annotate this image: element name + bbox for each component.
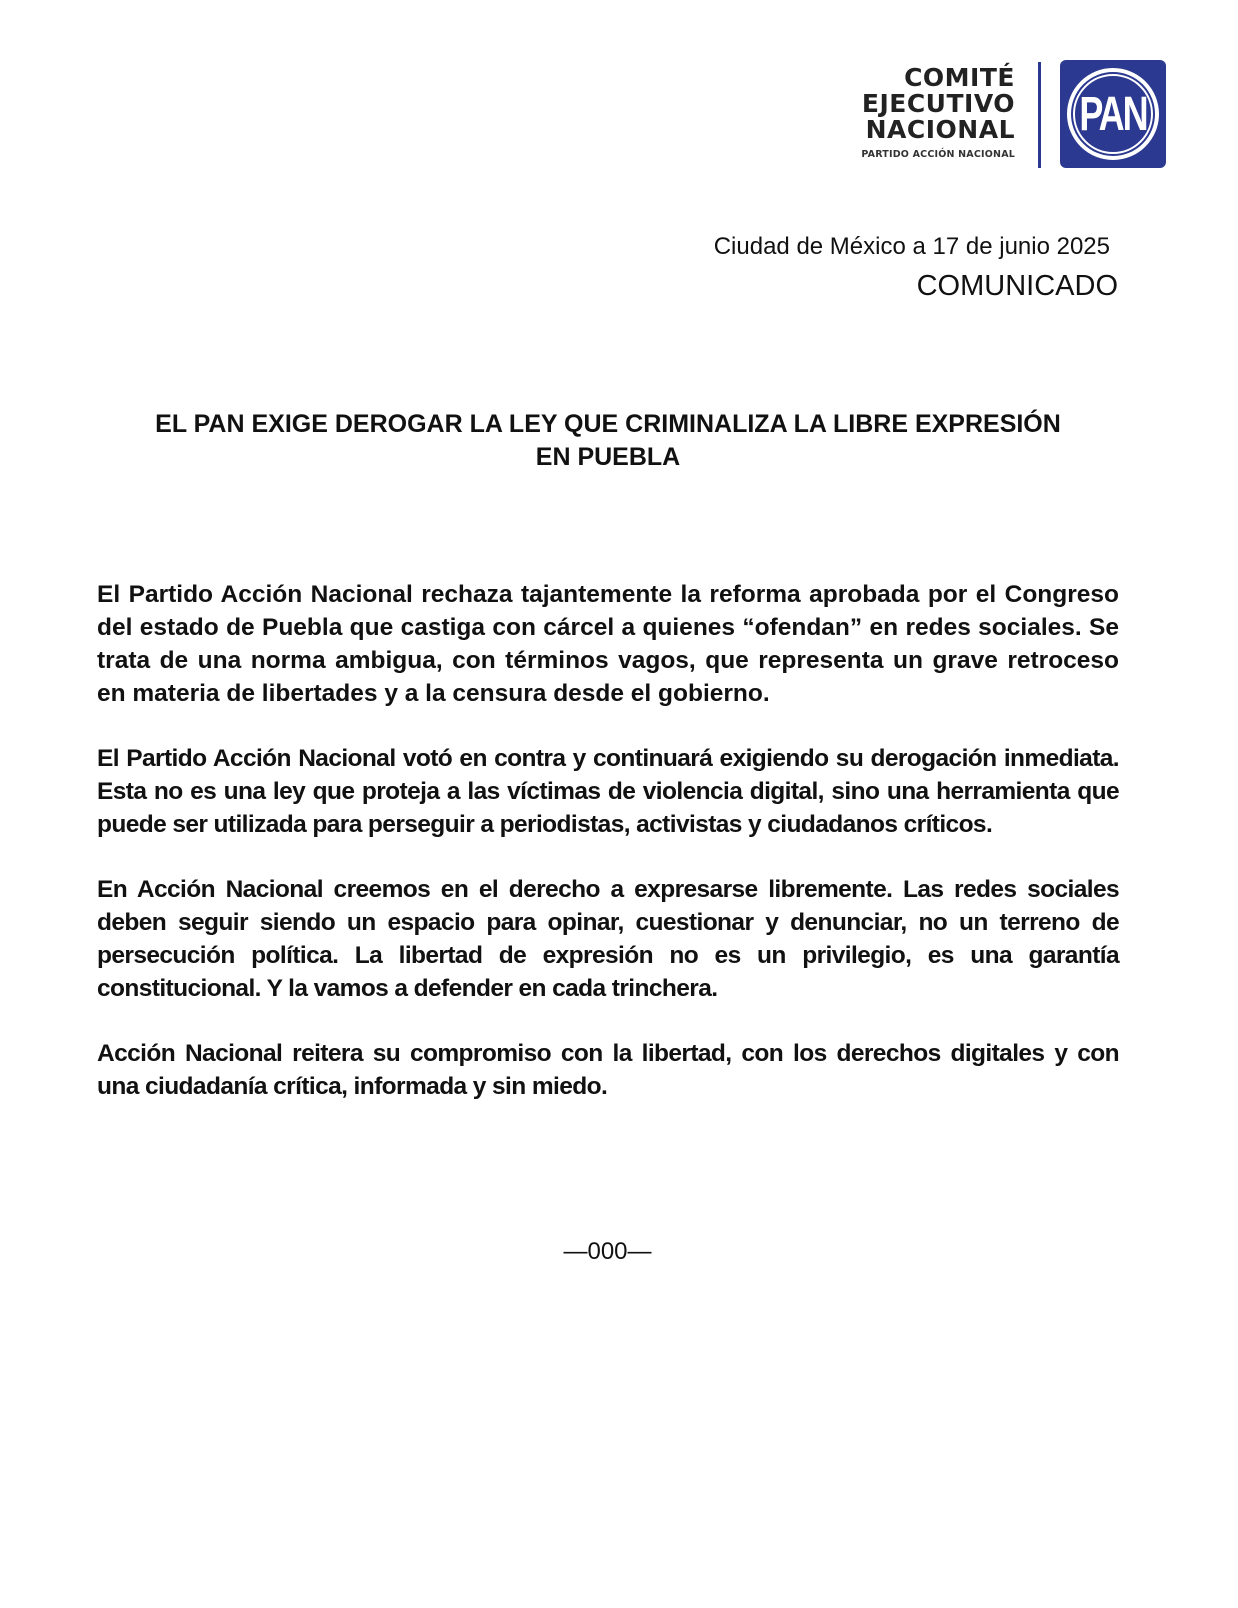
logo-subtitle: PARTIDO ACCIÓN NACIONAL (861, 149, 1015, 160)
headline-line-1: EL PAN EXIGE DEROGAR LA LEY QUE CRIMINALIZA LA LIBRE EXPRESIÓN (155, 410, 1061, 438)
paragraph-3: En Acción Nacional creemos en el derecho a expresarse libremente. Las redes sociales deben seguir siendo un espacio para opinar, cuestionar y denunciar, no un terreno de persecución política. La libertad de expresión no es un privilegio, es una garantía constitucional. Y la vamos a defender en cada trinchera. (97, 876, 1119, 1002)
paragraph-1: El Partido Acción Nacional rechaza tajantemente la reforma aprobada por el Congreso del estado de Puebla que castiga con cárcel a quienes “ofendan” en redes sociales. Se trata de una norma ambigua, con términos vagos, que representa un grave retroceso en materia de libertades y a la censura desde el gobierno. (97, 581, 1119, 707)
logo-line-3: NACIONAL (865, 115, 1015, 144)
body-text (97, 578, 1119, 1135)
emblem-ring (1067, 68, 1159, 160)
headline-line-2: EN PUEBLA (535, 443, 681, 471)
emblem-inner-ring (1073, 74, 1153, 154)
pan-emblem-icon (1060, 60, 1166, 168)
logo-wordmark (861, 65, 1015, 162)
document-type: COMUNICADO (916, 270, 1118, 302)
paragraph-4: Acción Nacional reitera su compromiso con la libertad, con los derechos digitales y con una ciudadanía crítica, informada y sin miedo. (97, 1040, 1119, 1100)
logo-divider (1038, 62, 1041, 168)
logo-line-2: EJECUTIVO (861, 89, 1015, 118)
closing-mark: —000— (563, 1238, 652, 1265)
emblem-text: PAN (1079, 85, 1147, 141)
logo-line-1: COMITÉ (904, 63, 1015, 92)
pan-logo (848, 58, 1170, 173)
place-date: Ciudad de México a 17 de junio 2025 (713, 233, 1110, 260)
paragraph-2: El Partido Acción Nacional votó en contra y continuará exigiendo su derogación inmediata. Esta no es una ley que proteja a las víctimas de violencia digital, sino una herramienta que puede ser utilizada para perseguir a periodistas, activistas y ciudadanos críticos. (97, 745, 1119, 838)
headline (96, 408, 1120, 474)
